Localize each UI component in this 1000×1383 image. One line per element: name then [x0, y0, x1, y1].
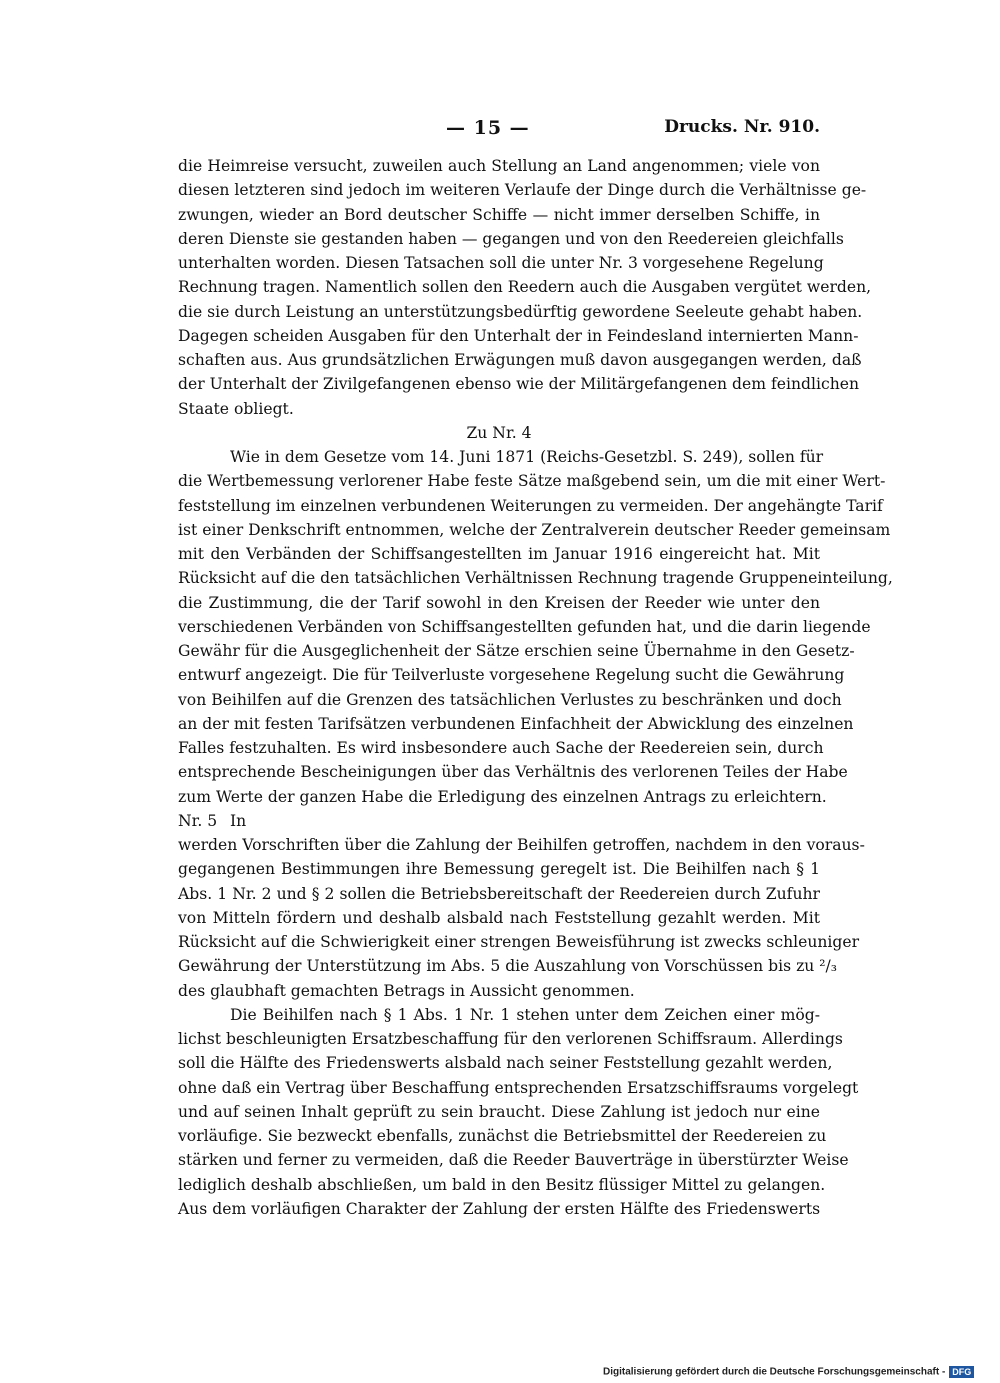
body-text — [178, 154, 893, 1221]
text-line: Rücksicht auf die Schwierigkeit einer strengen Beweisführung ist zwecks schleuniger — [178, 933, 860, 951]
text-line: Rücksicht auf die den tatsächlichen Verhältnissen Rechnung tragende Gruppeneinteilung, — [178, 569, 893, 588]
section-heading: Nr. 5 — [178, 811, 218, 830]
text-line: an der mit festen Tarifsätzen verbundenen Einfachheit der Abwicklung des einzelnen — [178, 714, 854, 733]
text-line: werden Vorschriften über die Zahlung der Beihilfen getroffen, nachdem in den voraus- — [178, 836, 865, 854]
text-line: Rechnung tragen. Namentlich sollen den Reedern auch die Ausgaben vergütet werden, — [178, 278, 872, 297]
text-line: Staate obliegt. — [178, 399, 294, 418]
text-line: Die Beihilfen nach § 1 Abs. 1 Nr. 1 stehen unter dem Zeichen einer mög- — [230, 1005, 820, 1024]
text-line: verschiedenen Verbänden von Schiffsangestellten gefunden hat, und die darin liegende — [178, 617, 871, 636]
intro-word: In — [230, 811, 247, 830]
text-line: der Unterhalt der Zivilgefangenen ebenso wie der Militärgefangenen dem feindlichen — [178, 375, 860, 394]
text-line: gegangenen Bestimmungen ihre Bemessung geregelt ist. Die Beihilfen nach § 1 — [178, 860, 820, 879]
text-line: stärken und ferner zu vermeiden, daß die Reeder Bauverträge in überstürzter Weise — [178, 1151, 849, 1170]
text-line: diesen letzteren sind jedoch im weiteren Verlaufe der Dinge durch die Verhältnisse ge- — [178, 181, 867, 200]
digitization-credit — [603, 1366, 974, 1378]
text-line: die Wertbemessung verlorener Habe feste Sätze maßgebend sein, um die mit einer Wert- — [178, 472, 886, 491]
text-line: feststellung im einzelnen verbundenen Weiterungen zu vermeiden. Der angehängte Tarif — [178, 496, 883, 515]
text-line: mit den Verbänden der Schiffsangestellten im Januar 1916 eingereicht hat. Mit — [178, 545, 820, 563]
text-line: schaften aus. Aus grundsätzlichen Erwägungen muß davon ausgegangen werden, daß — [178, 351, 862, 369]
text-line: unterhalten worden. Diesen Tatsachen soll die unter Nr. 3 vorgesehene Regelung — [178, 254, 824, 272]
text-line: die sie durch Leistung an unterstützungsbedürftig gewordene Seeleute gehabt haben. — [178, 302, 863, 321]
text-line: entsprechende Bescheinigungen über das Verhältnis des verlorenen Teiles der Habe — [178, 763, 848, 782]
text-line: ist einer Denkschrift entnommen, welche der Zentralverein deutscher Reeder gemeinsam — [178, 520, 891, 539]
section-heading: Zu Nr. 4 — [466, 423, 532, 442]
text-line: und auf seinen Inhalt geprüft zu sein braucht. Diese Zahlung ist jedoch nur eine — [178, 1102, 820, 1121]
text-line: zwungen, wieder an Bord deutscher Schiffe — nicht immer derselben Schiffe, in — [178, 205, 820, 224]
text-line: die Zustimmung, die der Tarif sowohl in den Kreisen der Reeder wie unter den — [178, 593, 820, 612]
text-line: ohne daß ein Vertrag über Beschaffung entsprechenden Ersatzschiffsraums vorgelegt — [178, 1078, 859, 1097]
text-line: Wie in dem Gesetze vom 14. Juni 1871 (Reichs-Gesetzbl. S. 249), sollen für — [230, 448, 824, 466]
dfg-logo: DFG — [949, 1366, 974, 1378]
text-line: vorläufige. Sie bezweckt ebenfalls, zunächst die Betriebsmittel der Reedereien zu — [178, 1127, 827, 1145]
text-line: entwurf angezeigt. Die für Teilverluste vorgesehene Regelung sucht die Gewährung — [178, 666, 845, 685]
text-line: Gewähr für die Ausgeglichenheit der Sätze erschien seine Übernahme in den Gesetz- — [178, 642, 855, 660]
text-line: des glaubhaft gemachten Betrags in Aussicht genommen. — [178, 981, 635, 1000]
text-line: die Heimreise versucht, zuweilen auch Stellung an Land angenommen; viele von — [178, 157, 820, 175]
text-line: lichst beschleunigten Ersatzbeschaffung für den verlorenen Schiffsraum. Allerdings — [178, 1030, 843, 1048]
text-line: von Beihilfen auf die Grenzen des tatsächlichen Verlustes zu beschränken und doch — [178, 690, 842, 709]
text-line: Gewährung der Unterstützung im Abs. 5 die Auszahlung von Vorschüssen bis zu ²/₃ — [178, 957, 838, 976]
section-heading-row — [178, 809, 820, 833]
text-line: zum Werte der ganzen Habe die Erledigung des einzelnen Antrags zu erleichtern. — [178, 787, 827, 806]
text-line: Dagegen scheiden Ausgaben für den Unterhalt der in Feindesland internierten Mann- — [178, 326, 859, 345]
print-number: Drucks. Nr. 910. — [664, 117, 820, 137]
text-line: deren Dienste sie gestanden haben — gegangen und von den Reedereien gleichfalls — [178, 229, 844, 248]
page-header — [178, 117, 820, 145]
text-line: Aus dem vorläufigen Charakter der Zahlung der ersten Hälfte des Friedenswerts — [178, 1199, 821, 1218]
text-line: von Mitteln fördern und deshalb alsbald nach Feststellung gezahlt werden. Mit — [178, 908, 820, 927]
credit-text: Digitalisierung gefördert durch die Deutsche Forschungsgemeinschaft - — [603, 1366, 946, 1378]
text-line: Falles festzuhalten. Es wird insbesondere auch Sache der Reedereien sein, durch — [178, 739, 824, 757]
text-line: soll die Hälfte des Friedenswerts alsbald nach seiner Feststellung gezahlt werden, — [178, 1054, 833, 1073]
text-line: lediglich deshalb abschließen, um bald in den Besitz flüssiger Mittel zu gelangen. — [178, 1175, 826, 1194]
page-number: — 15 — — [446, 117, 530, 139]
text-line: Abs. 1 Nr. 2 und § 2 sollen die Betriebsbereitschaft der Reedereien durch Zufuhr — [178, 884, 820, 903]
